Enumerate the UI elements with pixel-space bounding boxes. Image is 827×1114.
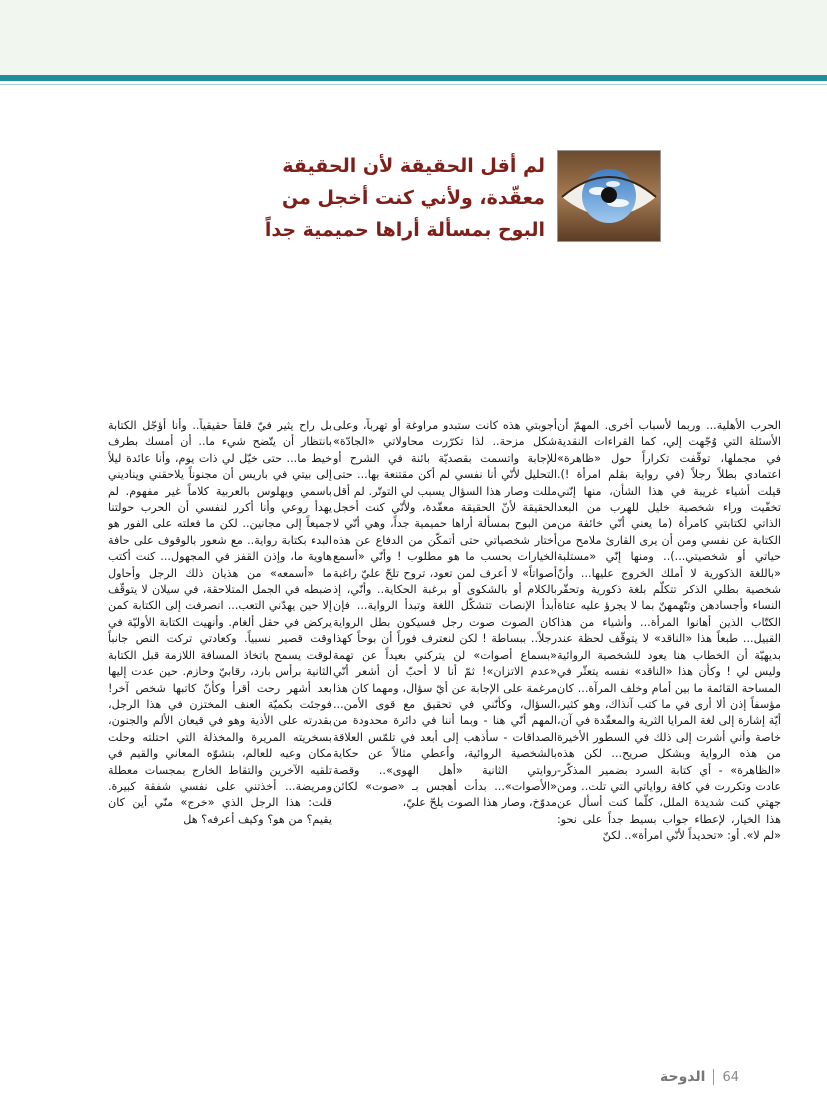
article-column-2 [333, 418, 557, 1068]
article-column-3 [108, 418, 332, 1068]
header-rule [0, 75, 827, 81]
article-paragraph: الحرب الأهلية... وربما لأسباب أخرى. المهمّ أن الأسئلة التي وُجّهت إلي، كما القراءات النقدية في مجملها، توقّفت تكراراً حول «ظاهرة» اعتمادي بطلاً رجلاً (في رواية بقلم امرأة !). قيلت أشياء غريبة في هذا الشأن، منها إنّني تخفّيت وراء شخصية خليل للهرب من البعد الذاتي لكتابتي كامرأة (ما يعني أنّي خائفة من الكتابة عن نفسي ومن أن يرى القارئ ملامح من حياتي أو شخصيتي...).. ومنها إنّي «مستلبة «باللغة الذكورية لا أملك الخروج عليها... وأنّ شخصية بطلي الذكر تتكلّم بلغة ذكورية وتحقّر النساء وأجسادهن وتتّهمهنّ بما لا يجرؤ عليه عتاة الكتّاب الذين أهانوا المرأة... وأشياء من هذا القبيل... طبعاً هذا «الناقد» لا يتوقّف لحظة عند بديهيّة أن الخطاب هنا يعود للشخصية الروائية وليس لي ! وكأن هذا «الناقد» نفسه يتعثّر في المساحة القائمة ما بين أمام وخلف المرآة... كان مؤسفاً إذن ألا أرى في ما كتب آنذاك، وهو كثير، أيّة إشارة إلى لغة المرايا الثرية والمعقّدة في آن، خاصة وأني أشرت إلى ذلك في السطور الأخيرة من هذه الرواية وبشكل صريح... لكن هذه «الظاهرة» - أي كتابة السرد بضمير المذكّر- عادت وتكررت في كافة رواياتي التي تلت.. ومن جهتي كنت شديدة الملل، كلّما كنت أسأل عن هذا الخيار، لإعطاء جواب بسيط جداً على نحو: «لم لا». أو: «تحديداً لأنّي امرأة».. لكنّ [557, 419, 781, 843]
article-paragraph: أجوبتي هذه كانت ستبدو مراوغة أو تهرباً، وعلى شكل مزحة.. لذا تكرّرت محاولاتي «الجادّة» للإجابة واتسمت بقصديّة بائنة في الشرح أو التحليل لأنّي أنا نفسي لم أكن مقتنعة بها... حتى مللت وصار هذا السؤال يسبب لي التوتّر. لم أقل الحقيقة لأنّ الحقيقة معقّدة، ولأنّي كنت أخجل من البوح بمسألة أراها حميمية جداً، وهي أنّي لا أختار شخصياتي حتى أتمكّن من الدفاع عن هذه الخيارات بحسب ما هو مطلوب ! وأنّي «أسمع أصواتاً» لا أعرف لمن تعود، تروح تلحّ عليّ راغبة بالكلام أو بالشكوى أو برغبة الحكاية.. وأنّي، إذ أبدأ الإنصات تتشكّل اللغة وتبدأ الرواية... فإن كان الصوت صوت رجل فسيكون بطل الرواية رجلاً.. ببساطة ! لكن لنعترف فوراً أن بوحاً كهذا «بسماع أصوات» لن يتركني بعيداً عن تهمة «عدم الاتزان»! ثمّ أنا لا أحبّ أن أشعر أنّي مرغمة على الإجابة عن أيّ سؤال، ومهما كان هذا السؤال، وكأنّني في تحقيق مع قوى الأمن... المهم أنّي هنا - وبما أننا في دائرة محدودة من الصداقات - سأذهب إلى أبعد في تلمّس العلاقة بالشخصية الروائية، وأعطي مثالاً عن حكاية روايتي الثانية «أهل الهوى».. وقصة «الأصوات»... بدأت أهجس بـ «صوت» لكائن مدوّخ، وصار هذا الصوت يلحّ عليّ، [333, 419, 557, 810]
page-number: 64 [722, 1069, 739, 1085]
header-thin-rule [0, 84, 827, 85]
pull-quote-line: البوح بمسألة أراها حميمية جداً [264, 219, 545, 241]
pull-quote-line: معقّدة، ولأني كنت أخجل من [282, 187, 545, 209]
article-column-1 [557, 418, 781, 1068]
page-footer [660, 1066, 739, 1088]
pull-quote [240, 150, 545, 246]
eye-illustration [557, 150, 661, 242]
pull-quote-line: لم أقل الحقيقة لأن الحقيقة [282, 155, 545, 177]
footer-divider [713, 1069, 714, 1085]
article-paragraph: بل راح يثير فيّ قلقاً حقيقياً.. وأنا أؤجّل الكتابة بانتظار أن يتّضح شيء ما.. أن أمسك بطرف خيط ما... حتى خيّل لي ذات يوم، وأنا عائدة ليلاً إلى بيتي في باريس أن مجنوناً يلاحقني ويناديني باسمي ويهلوس بالعربية كلاماً غير مفهوم. لم يهدأ روعي وأنا أكرر لنفسي أن الحرب حولتنا جميعاً إلى مجانين.. لكن ما فعلته على الفور هو البدء بكتابة رواية.. مع شعور بالوقوف على حافة هاوية ما، وإذن القفز في المجهول... كنت أكتب ما «أسمعه» من هذيان ذلك الرجل وأحاول ضبطه في الجمل المتلاحقة، في سيلان لا يتوقّف إلا حين يهدّني التعب... انصرفت إلى الكتابة كمن يركض في حقل ألغام. وأنهيت الكتابة الأوليّة في وقت قصير نسبياً. وكعادتي تركت النص جانباً لوقت يسمح باتخاذ المسافة اللازمة قبل الكتابة الثانية برأس بارد، رقابيّ وحازم. حين عدت إليها بعد أشهر رحت أقرأ وكأنّ كاتبها شخص آخر! فوجئت بكميّة العنف المختزن في هذا الرجل، بقدرته على الأذية وهو في قيعان الألم والجنون، بسخريته المريرة والمخذلة التي احتلته وحلت مكان وعيه للعالم، بتشوّه المعاني والقيم في تلقيه الآخرين والتقاط الخارج بمجسات معطلة ومريضة... أخذتني على نفسي شفقة كبيرة. قلت: هذا الرجل الذي «خرج» منّي أين كان يقيم؟ من هو؟ وكيف أعرفه؟ هل [108, 419, 332, 826]
header-band [0, 0, 827, 75]
magazine-logo: الدوحة [660, 1069, 706, 1085]
